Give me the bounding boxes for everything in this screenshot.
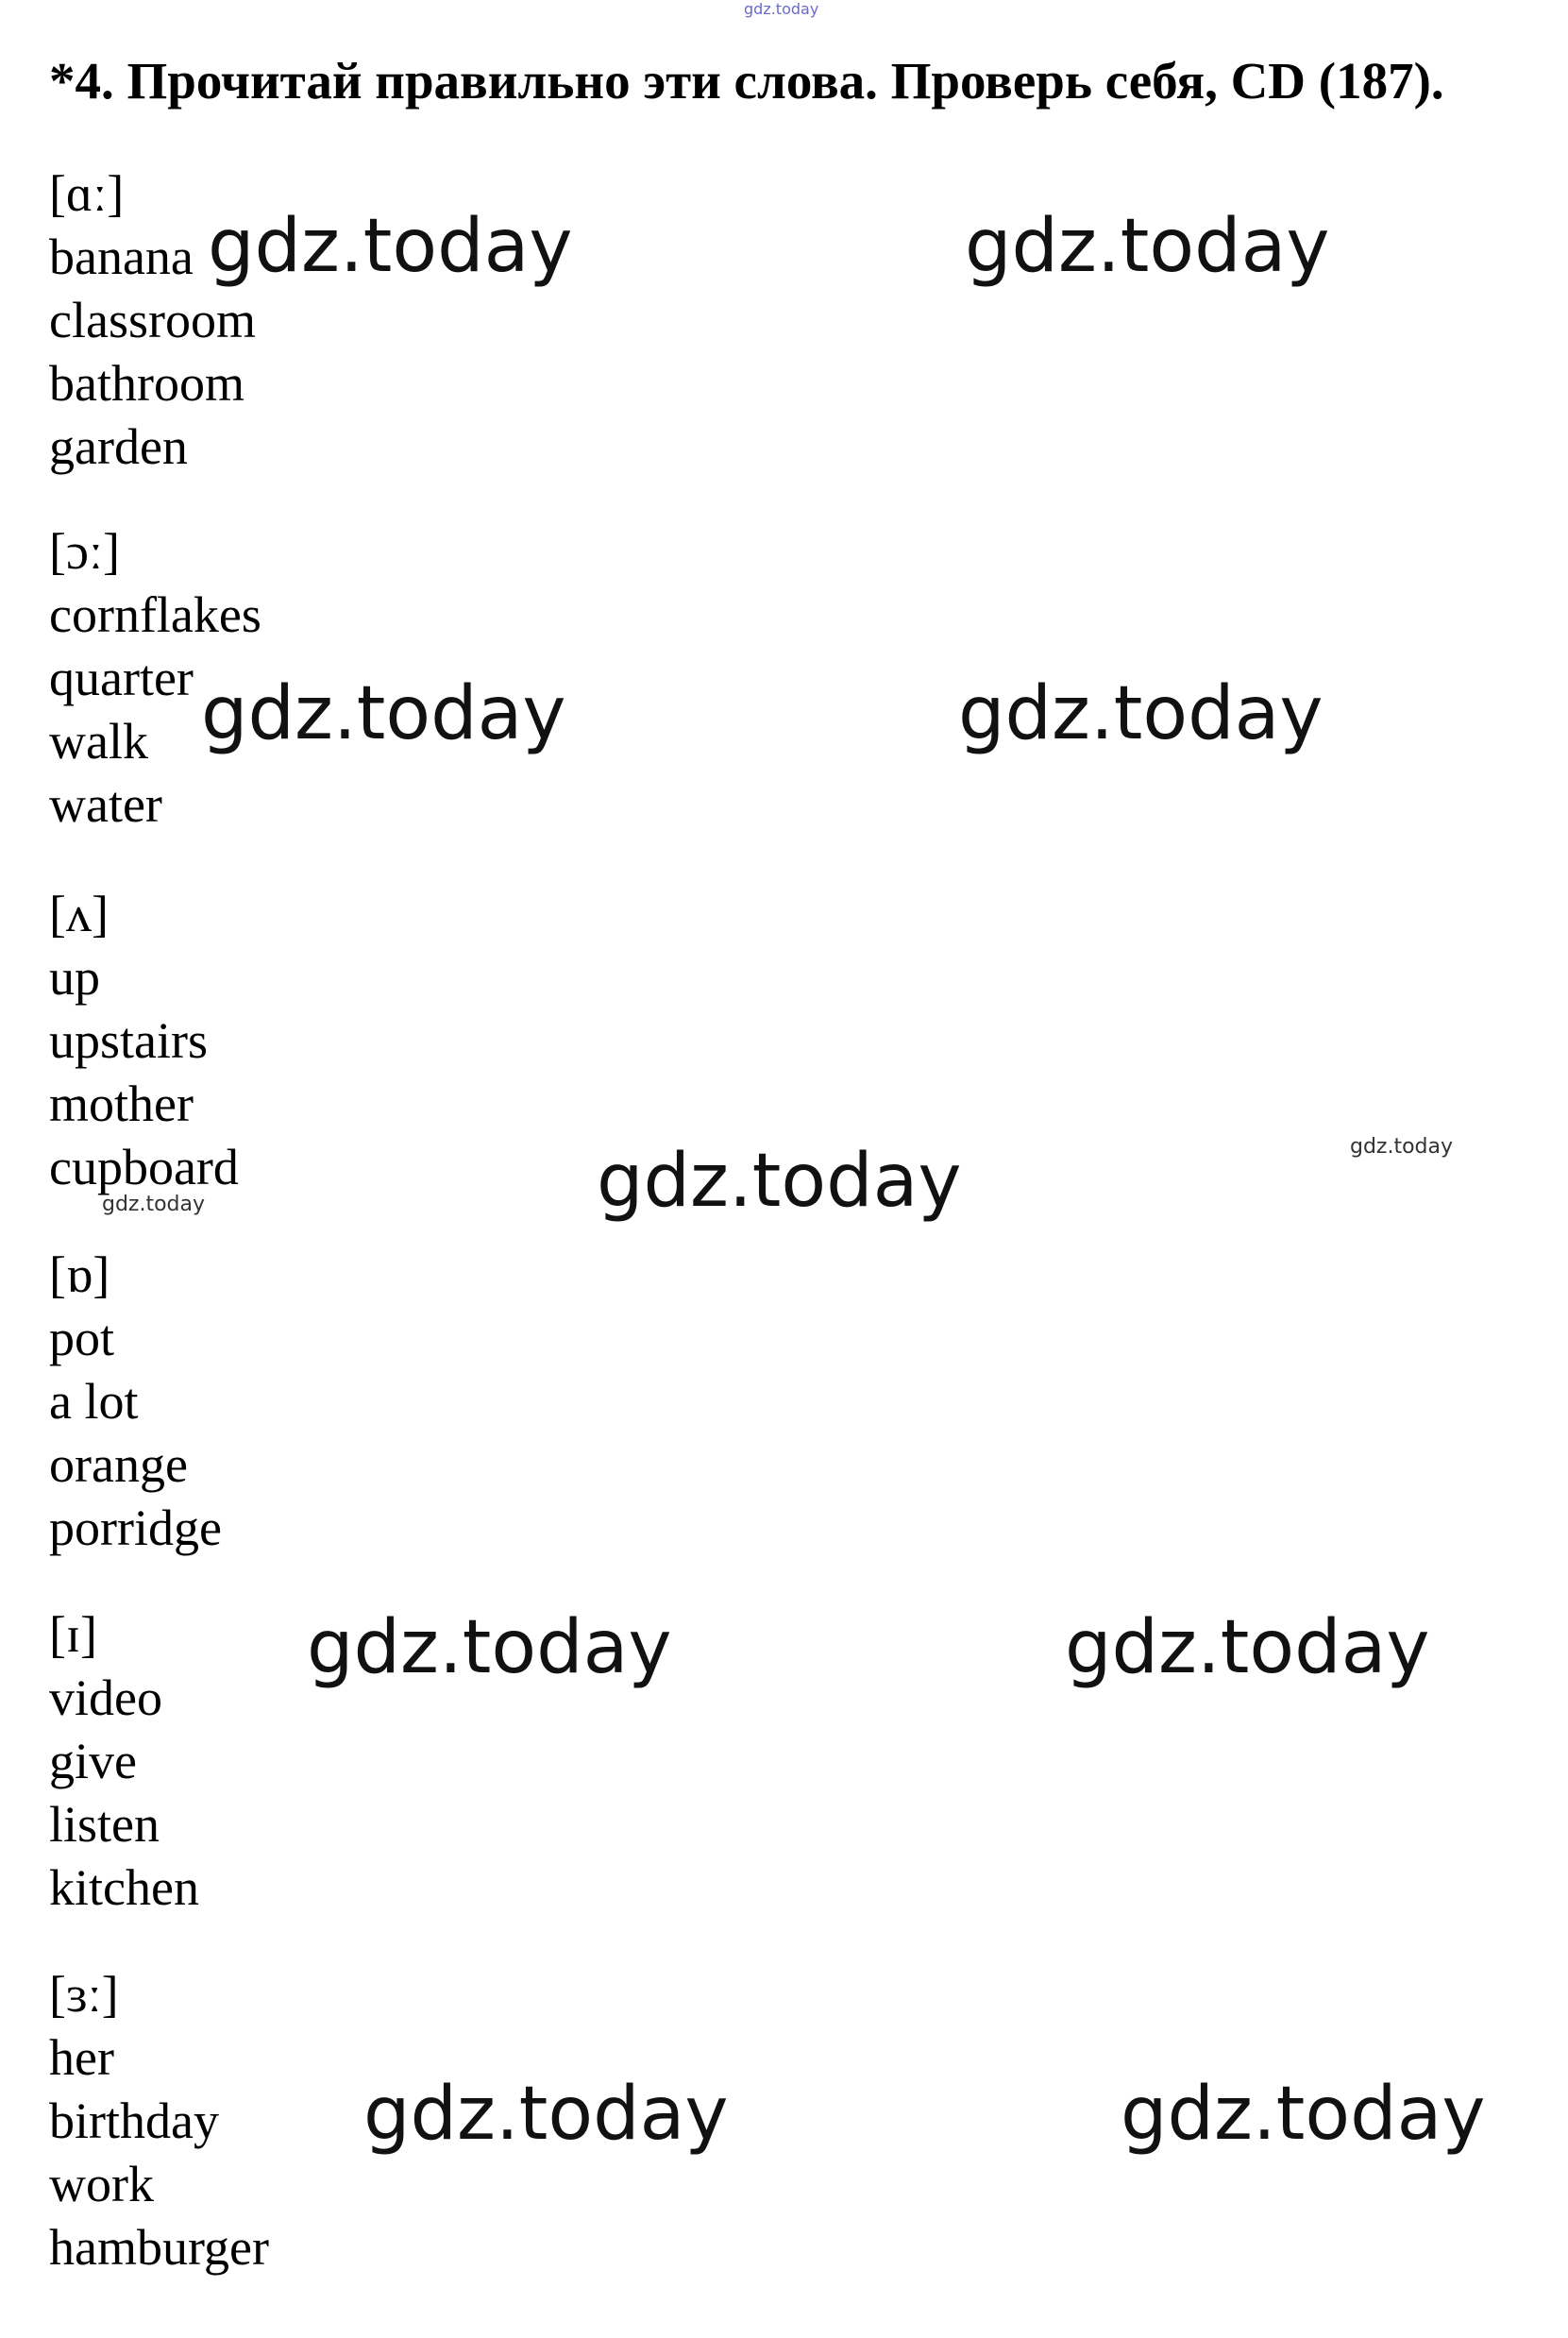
phoneme-label: [ɜː] bbox=[49, 1966, 119, 2023]
word-item: give bbox=[49, 1733, 137, 1789]
word-item: quarter bbox=[49, 650, 194, 706]
word-item: work bbox=[49, 2156, 154, 2212]
word-item: up bbox=[49, 949, 100, 1006]
word-item: her bbox=[49, 2029, 114, 2086]
exercise-title: *4. Прочитай правильно эти слова. Проверь себя, CD (187). bbox=[49, 52, 1444, 110]
word-item: water bbox=[49, 776, 162, 833]
word-item: pot bbox=[49, 1310, 115, 1366]
watermark: gdz.today bbox=[363, 2072, 729, 2157]
phoneme-label: [ɒ] bbox=[49, 1246, 110, 1303]
word-item: orange bbox=[49, 1436, 188, 1493]
watermark: gdz.today bbox=[1065, 1605, 1430, 1690]
watermark: gdz.today bbox=[965, 204, 1330, 289]
watermark: gdz.today bbox=[1121, 2072, 1486, 2157]
word-item: classroom bbox=[49, 292, 256, 348]
word-item: banana bbox=[49, 229, 194, 285]
word-item: porridge bbox=[49, 1499, 222, 1556]
watermark: gdz.today bbox=[597, 1139, 962, 1224]
phoneme-group-4 bbox=[49, 1244, 222, 1560]
word-item: a lot bbox=[49, 1373, 139, 1430]
word-item: kitchen bbox=[49, 1859, 199, 1916]
watermark: gdz.today bbox=[958, 671, 1324, 756]
word-item: cornflakes bbox=[49, 586, 261, 643]
watermark: gdz.today bbox=[102, 1193, 206, 1216]
word-item: birthday bbox=[49, 2092, 219, 2149]
phoneme-label: [ʌ] bbox=[49, 886, 109, 942]
word-item: garden bbox=[49, 418, 188, 475]
watermark: gdz.today bbox=[307, 1605, 672, 1690]
word-item: mother bbox=[49, 1076, 194, 1132]
word-item: hamburger bbox=[49, 2219, 269, 2276]
word-item: upstairs bbox=[49, 1012, 208, 1069]
watermark: gdz.today bbox=[208, 204, 573, 289]
word-item: video bbox=[49, 1669, 162, 1726]
phoneme-group-5 bbox=[49, 1603, 199, 1920]
watermark: gdz.today bbox=[201, 671, 566, 756]
word-item: listen bbox=[49, 1796, 160, 1853]
word-item: bathroom bbox=[49, 355, 244, 412]
phoneme-label: [ɔː] bbox=[49, 523, 120, 580]
watermark: gdz.today bbox=[1350, 1135, 1454, 1159]
phoneme-label: [ɑː] bbox=[49, 165, 125, 222]
phoneme-label: [ɪ] bbox=[49, 1606, 97, 1663]
word-item: walk bbox=[49, 713, 148, 770]
top-watermark: gdz.today bbox=[744, 0, 819, 18]
phoneme-group-3 bbox=[49, 883, 239, 1199]
word-item: cupboard bbox=[49, 1139, 239, 1195]
phoneme-group-6 bbox=[49, 1963, 269, 2279]
